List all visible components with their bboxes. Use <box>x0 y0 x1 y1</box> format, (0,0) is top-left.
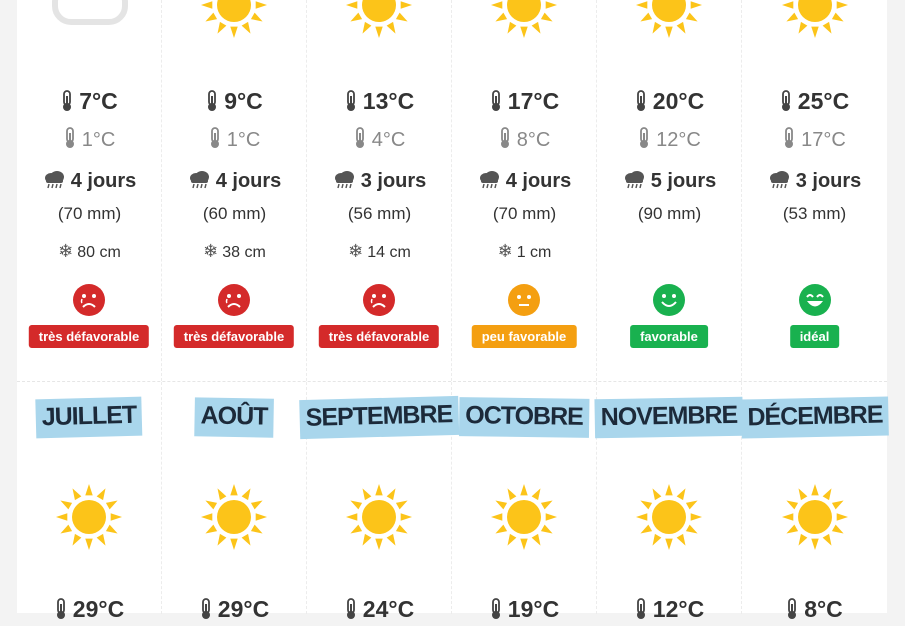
month-title: JUILLET <box>35 397 142 439</box>
rain-days-value: 3 jours <box>795 170 862 192</box>
thermometer-icon <box>209 127 221 155</box>
mood-face-icon <box>363 284 395 316</box>
snow-value: 38 cm <box>222 244 266 261</box>
rain-days <box>742 170 887 195</box>
thermometer-icon <box>206 90 218 118</box>
max-temp-value: 17°C <box>507 88 560 114</box>
month-title: DÉCEMBRE <box>741 396 889 438</box>
thermometer-icon <box>635 598 647 626</box>
snowflake-icon: ❄ <box>348 241 364 261</box>
rain-cloud-icon <box>188 171 210 195</box>
month-column <box>162 382 307 622</box>
snowflake-icon: ❄ <box>58 241 74 261</box>
min-temp-value: 17°C <box>801 129 846 151</box>
mood-face-icon <box>653 284 685 316</box>
max-temp-value: 9°C <box>224 88 263 114</box>
max-temperature <box>307 88 452 118</box>
max-temp-value: 25°C <box>797 88 850 114</box>
sun-icon <box>344 482 414 552</box>
snow-value: 14 cm <box>367 244 411 261</box>
snow-depth <box>452 241 597 262</box>
sun-icon <box>634 0 704 40</box>
rain-days-value: 4 jours <box>215 170 282 192</box>
max-temperature <box>452 88 597 118</box>
max-temperature <box>452 596 597 626</box>
rain-days-value: 4 jours <box>70 170 137 192</box>
min-temperature <box>452 127 597 155</box>
thermometer-icon <box>345 598 357 626</box>
month-title: AOÛT <box>194 397 273 437</box>
min-temperature <box>17 127 162 155</box>
rain-amount: (53 mm) <box>782 204 847 223</box>
thermometer-icon <box>786 598 798 626</box>
rain-amount: (56 mm) <box>347 204 412 223</box>
rain-days-value: 3 jours <box>360 170 427 192</box>
thermometer-icon <box>783 127 795 155</box>
sun-icon <box>489 0 559 40</box>
rain-cloud-icon <box>478 171 500 195</box>
rain-days-value: 4 jours <box>505 170 572 192</box>
rain-cloud-icon <box>43 171 65 195</box>
month-title: NOVEMBRE <box>594 397 743 439</box>
month-column <box>597 382 742 622</box>
min-temp-value: 8°C <box>516 129 551 151</box>
thermometer-icon <box>64 127 76 155</box>
months-row-1 <box>17 0 887 381</box>
month-column <box>742 382 887 622</box>
max-temp-value: 13°C <box>362 88 415 114</box>
rain-days <box>307 170 452 195</box>
sun-icon <box>199 0 269 40</box>
max-temperature <box>742 88 887 118</box>
snowflake-icon: ❄ <box>497 241 513 261</box>
thermometer-icon <box>635 90 647 118</box>
min-temperature <box>162 127 307 155</box>
rating-badge: favorable <box>630 325 708 348</box>
max-temperature <box>742 596 887 626</box>
sun-icon <box>780 482 850 552</box>
rain-amount: (60 mm) <box>202 204 267 223</box>
month-column <box>305 382 453 622</box>
thermometer-icon <box>490 90 502 118</box>
max-temp-value: 20°C <box>652 88 705 114</box>
max-temp-value: 19°C <box>507 596 560 622</box>
month-column <box>742 0 887 381</box>
mood-face-icon <box>799 284 831 316</box>
month-column <box>452 0 597 381</box>
sun-icon <box>780 0 850 40</box>
sun-icon <box>344 0 414 40</box>
min-temp-value: 1°C <box>81 129 116 151</box>
mood-face-icon <box>218 284 250 316</box>
thermometer-icon <box>55 598 67 626</box>
rain-days-value: 5 jours <box>650 170 717 192</box>
thermometer-icon <box>638 127 650 155</box>
max-temp-value: 24°C <box>362 596 415 622</box>
month-title: OCTOBRE <box>459 397 589 438</box>
rating-badge: très défavorable <box>319 325 439 348</box>
max-temperature <box>162 596 307 626</box>
months-row-2 <box>17 381 887 622</box>
rain-days <box>162 170 307 195</box>
rain-amount: (70 mm) <box>492 204 557 223</box>
max-temp-value: 29°C <box>72 596 125 622</box>
rain-cloud-icon <box>623 171 645 195</box>
max-temperature <box>17 596 162 626</box>
max-temperature <box>162 88 307 118</box>
rating-badge: idéal <box>790 325 840 348</box>
min-temperature <box>307 127 452 155</box>
sun-icon <box>634 482 704 552</box>
rain-days <box>597 170 742 195</box>
rating-badge: peu favorable <box>472 325 577 348</box>
min-temp-value: 12°C <box>656 129 701 151</box>
thermometer-icon <box>345 90 357 118</box>
max-temp-value: 29°C <box>217 596 270 622</box>
sun-icon <box>54 482 124 552</box>
min-temp-value: 4°C <box>371 129 406 151</box>
sun-icon <box>489 482 559 552</box>
month-column <box>452 382 597 622</box>
thermometer-icon <box>780 90 792 118</box>
month-column <box>307 0 452 381</box>
max-temp-value: 7°C <box>79 88 118 114</box>
rain-amount: (90 mm) <box>637 204 702 223</box>
cloud-icon <box>47 0 131 28</box>
thermometer-icon <box>354 127 366 155</box>
rain-cloud-icon <box>333 171 355 195</box>
max-temperature <box>597 88 742 118</box>
rain-cloud-icon <box>768 171 790 195</box>
max-temperature <box>17 88 162 118</box>
snow-value: 1 cm <box>516 244 552 261</box>
thermometer-icon <box>200 598 212 626</box>
min-temperature <box>742 127 887 155</box>
snowflake-icon: ❄ <box>203 241 219 261</box>
snow-value: 80 cm <box>77 244 121 261</box>
snow-depth <box>307 241 452 262</box>
rain-days <box>452 170 597 195</box>
rain-amount: (70 mm) <box>57 204 122 223</box>
sun-icon <box>199 482 269 552</box>
month-column <box>17 382 162 622</box>
max-temp-value: 12°C <box>652 596 705 622</box>
max-temperature <box>307 596 452 626</box>
snow-depth <box>162 241 307 262</box>
thermometer-icon <box>61 90 73 118</box>
max-temperature <box>597 596 742 626</box>
max-temp-value: 8°C <box>804 596 843 622</box>
rating-badge: très défavorable <box>29 325 149 348</box>
mood-face-icon <box>73 284 105 316</box>
month-column <box>162 0 307 381</box>
thermometer-icon <box>490 598 502 626</box>
month-column <box>17 0 162 381</box>
month-column <box>597 0 742 381</box>
rain-days <box>17 170 162 195</box>
month-title: SEPTEMBRE <box>299 396 459 439</box>
min-temperature <box>597 127 742 155</box>
mood-face-icon <box>508 284 540 316</box>
snow-depth <box>17 241 162 262</box>
thermometer-icon <box>499 127 511 155</box>
rating-badge: très défavorable <box>174 325 294 348</box>
min-temp-value: 1°C <box>226 129 261 151</box>
